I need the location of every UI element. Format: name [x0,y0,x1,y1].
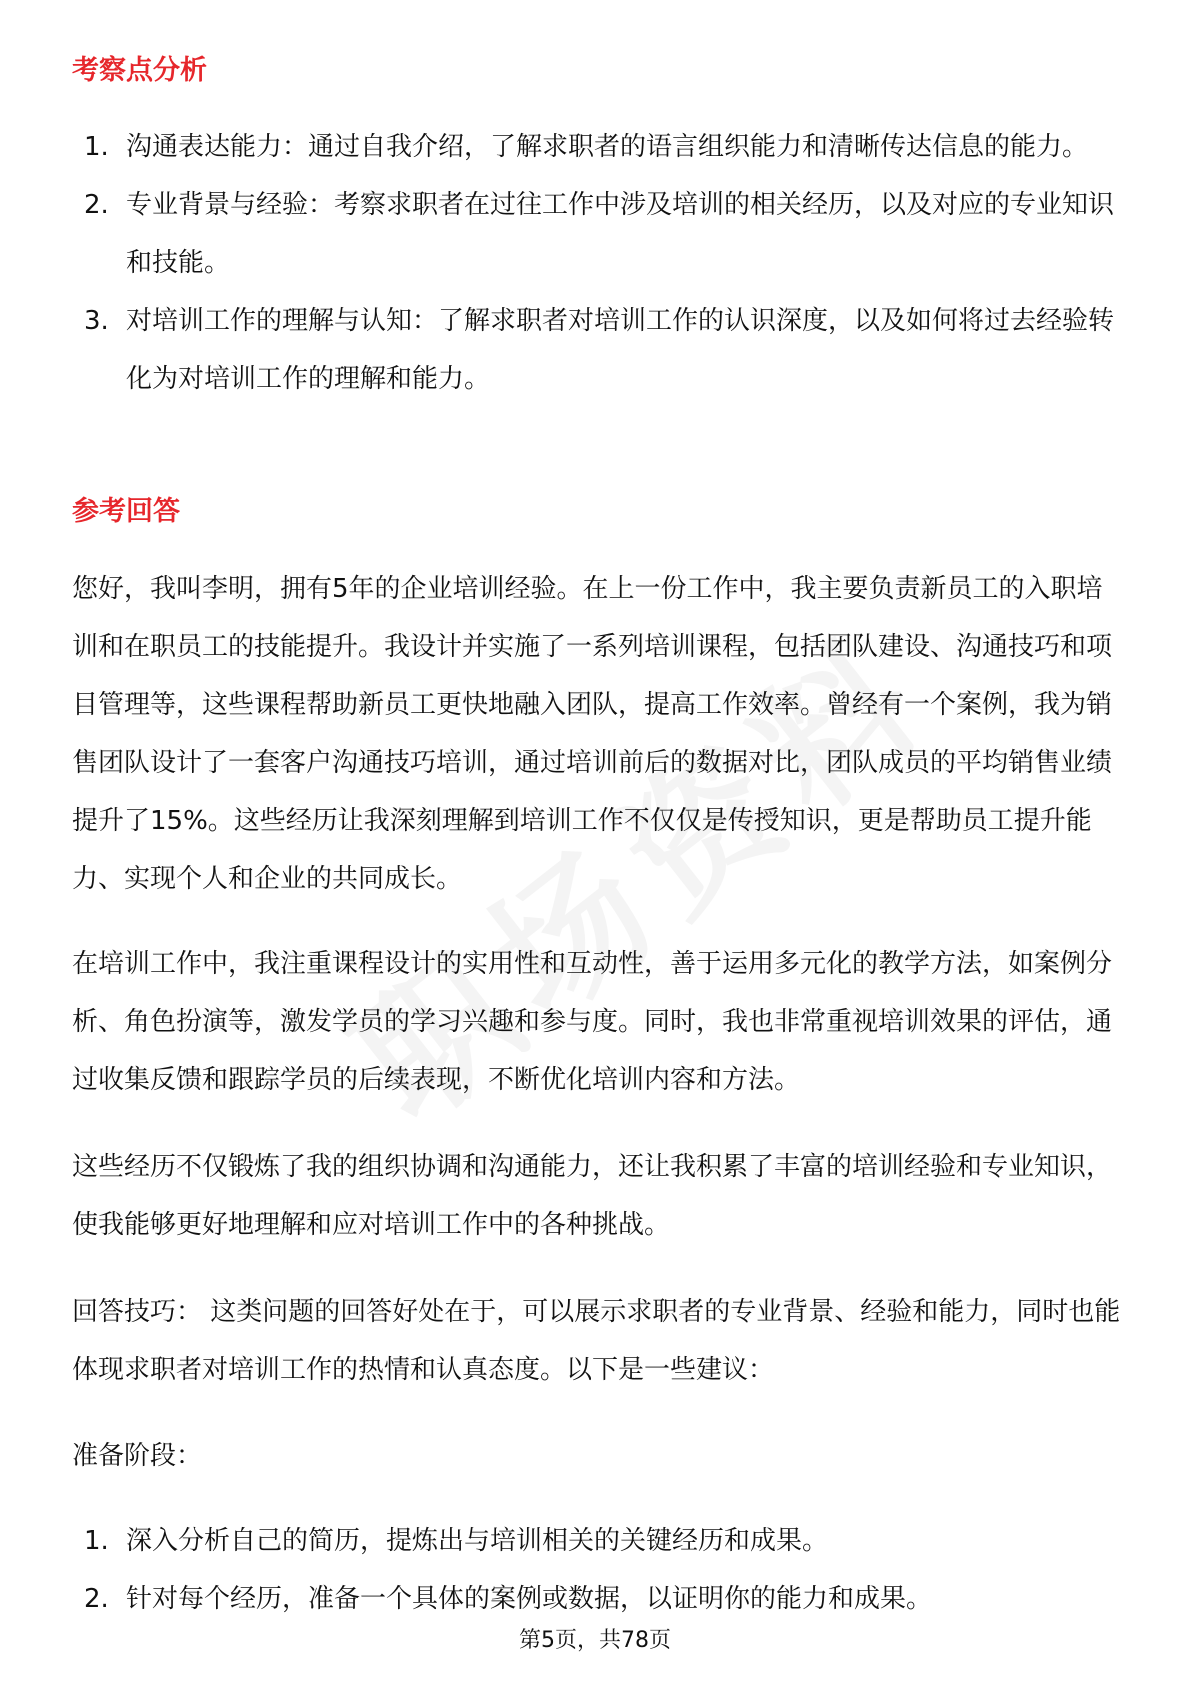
section-title-answer: 参考回答 [72,496,180,527]
page-footer: 第5页，共78页 [519,1628,671,1653]
list-item-text: 对培训工作的理解与认知：了解求职者对培训工作的认识深度，以及如何将过去经验转化为对培训工作的理解和能力。 [126,306,1115,394]
list-number: 1. [84,1526,109,1556]
prep-points-list [72,1512,1122,1628]
answer-paragraph: 在培训工作中，我注重课程设计的实用性和互动性，善于运用多元化的教学方法，如案例分析、角色扮演等，激发学员的学习兴趣和参与度。同时，我也非常重视培训效果的评估，通过收集反馈和跟踪学员的后续表现，不断优化培训内容和方法。 [72,949,1113,1095]
list-number: 2. [84,1584,109,1614]
list-number: 2. [84,190,109,220]
answer-paragraph: 您好，我叫李明，拥有5年的企业培训经验。在上一份工作中，我主要负责新员工的入职培训和在职员工的技能提升。我设计并实施了一系列培训课程，包括团队建设、沟通技巧和项目管理等，这些课程帮助新员工更快地融入团队，提高工作效率。曾经有一个案例，我为销售团队设计了一套客户沟通技巧培训，通过培训前后的数据对比，团队成员的平均销售业绩提升了15%。这些经历让我深刻理解到培训工作不仅仅是传授知识，更是帮助员工提升能力、实现个人和企业的共同成长。 [72,574,1113,894]
list-item [72,118,1122,176]
list-item-text: 专业背景与经验：考察求职者在过往工作中涉及培训的相关经历，以及对应的专业知识和技能。 [126,190,1115,278]
list-item-text: 针对每个经历，准备一个具体的案例或数据，以证明你的能力和成果。 [126,1584,933,1614]
list-item-text: 深入分析自己的简历，提炼出与培训相关的关键经历和成果。 [126,1526,829,1556]
list-item [72,292,1122,408]
analysis-points-list [72,118,1122,408]
prep-stage-label: 准备阶段： [72,1441,203,1471]
section-title-analysis: 考察点分析 [72,55,207,86]
answer-paragraph: 这些经历不仅锻炼了我的组织协调和沟通能力，还让我积累了丰富的培训经验和专业知识，使我能够更好地理解和应对培训工作中的各种挑战。 [72,1152,1113,1240]
list-item [72,1512,1122,1570]
list-number: 1. [84,132,109,162]
list-item [72,1570,1122,1628]
list-item [72,176,1122,292]
list-item-text: 沟通表达能力：通过自我介绍，了解求职者的语言组织能力和清晰传达信息的能力。 [126,132,1089,162]
tips-paragraph: 回答技巧： 这类问题的回答好处在于，可以展示求职者的专业背景、经验和能力，同时也能体现求职者对培训工作的热情和认真态度。以下是一些建议： [72,1297,1121,1385]
list-number: 3. [84,306,109,336]
